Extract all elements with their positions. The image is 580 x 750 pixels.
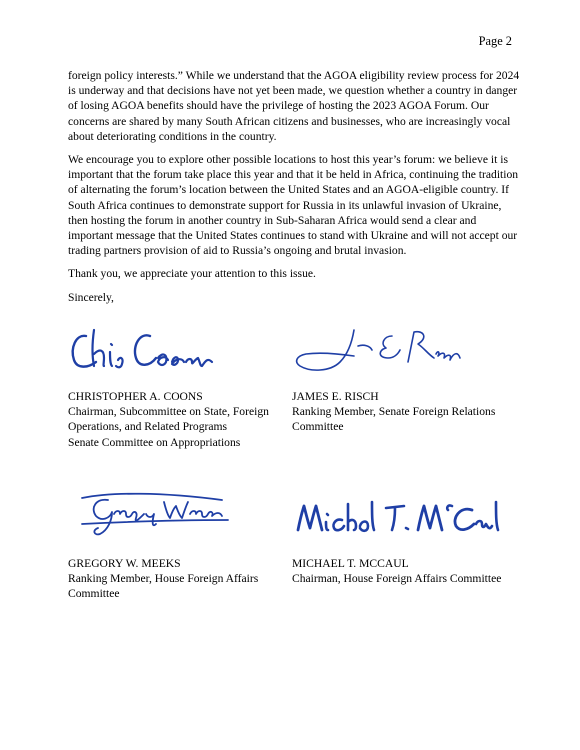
- paragraph-2: We encourage you to explore other possible locations to host this year’s forum: we believe it is important that the forum take place this year and that it be held in Africa, continuing the tradition of alternating the forum’s location between the United States and an AGOA-eligible country. If South Africa continues to demonstrate support for Russia in its unlawful invasion of Ukraine, then hosting the forum in another country in Sub-Saharan Africa would send a clear and important message that the United States continues to stand with Ukraine and will not accept our trading partners provision of aid to Russia’s ongoing and brutal invasion.: [68, 153, 519, 258]
- signatory-name: GREGORY W. MEEKS: [68, 557, 181, 570]
- signatory-coons: [68, 389, 308, 450]
- signatory-title-line: Chairman, House Foreign Affairs Committee: [292, 572, 502, 586]
- signature-meeks: [72, 484, 232, 544]
- signatory-name: JAMES E. RISCH: [292, 390, 379, 403]
- signature-risch: [288, 322, 468, 378]
- signatory-title-line: Chairman, Subcommittee on State, Foreign: [68, 405, 269, 419]
- letter-body: [68, 68, 520, 313]
- signatory-title-line: Senate Committee on Appropriations: [68, 435, 241, 449]
- signatory-title-line: Operations, and Related Programs: [68, 420, 228, 434]
- signatory-name: CHRISTOPHER A. COONS: [68, 390, 203, 403]
- signature-mccaul: [292, 496, 502, 540]
- signatory-meeks: [68, 556, 308, 602]
- signatory-title-line: Ranking Member, House Foreign Affairs: [68, 572, 259, 586]
- signature-coons: [66, 322, 216, 374]
- signatory-mccaul: [292, 556, 532, 586]
- paragraph-3: Thank you, we appreciate your attention to this issue.: [68, 267, 316, 281]
- signatory-title-line: Committee: [68, 587, 120, 601]
- paragraph-1: foreign policy interests.” While we understand that the AGOA eligibility review process for 2024 is underway and that decisions have not yet been made, we question whether a country in danger of losing AGOA benefits should have the privilege of hosting the 2023 AGOA Forum. Our concerns are shared by many South African citizens and businesses, who are increasingly vocal about deteriorating conditions in the country.: [68, 69, 520, 143]
- signatory-title-line: Ranking Member, Senate Foreign Relations: [292, 405, 496, 419]
- signatory-name: MICHAEL T. MCCAUL: [292, 557, 409, 570]
- signatory-title-line: Committee: [292, 420, 344, 434]
- closing: Sincerely,: [68, 290, 114, 304]
- page-number: Page 2: [478, 34, 512, 48]
- signatory-risch: [292, 389, 532, 435]
